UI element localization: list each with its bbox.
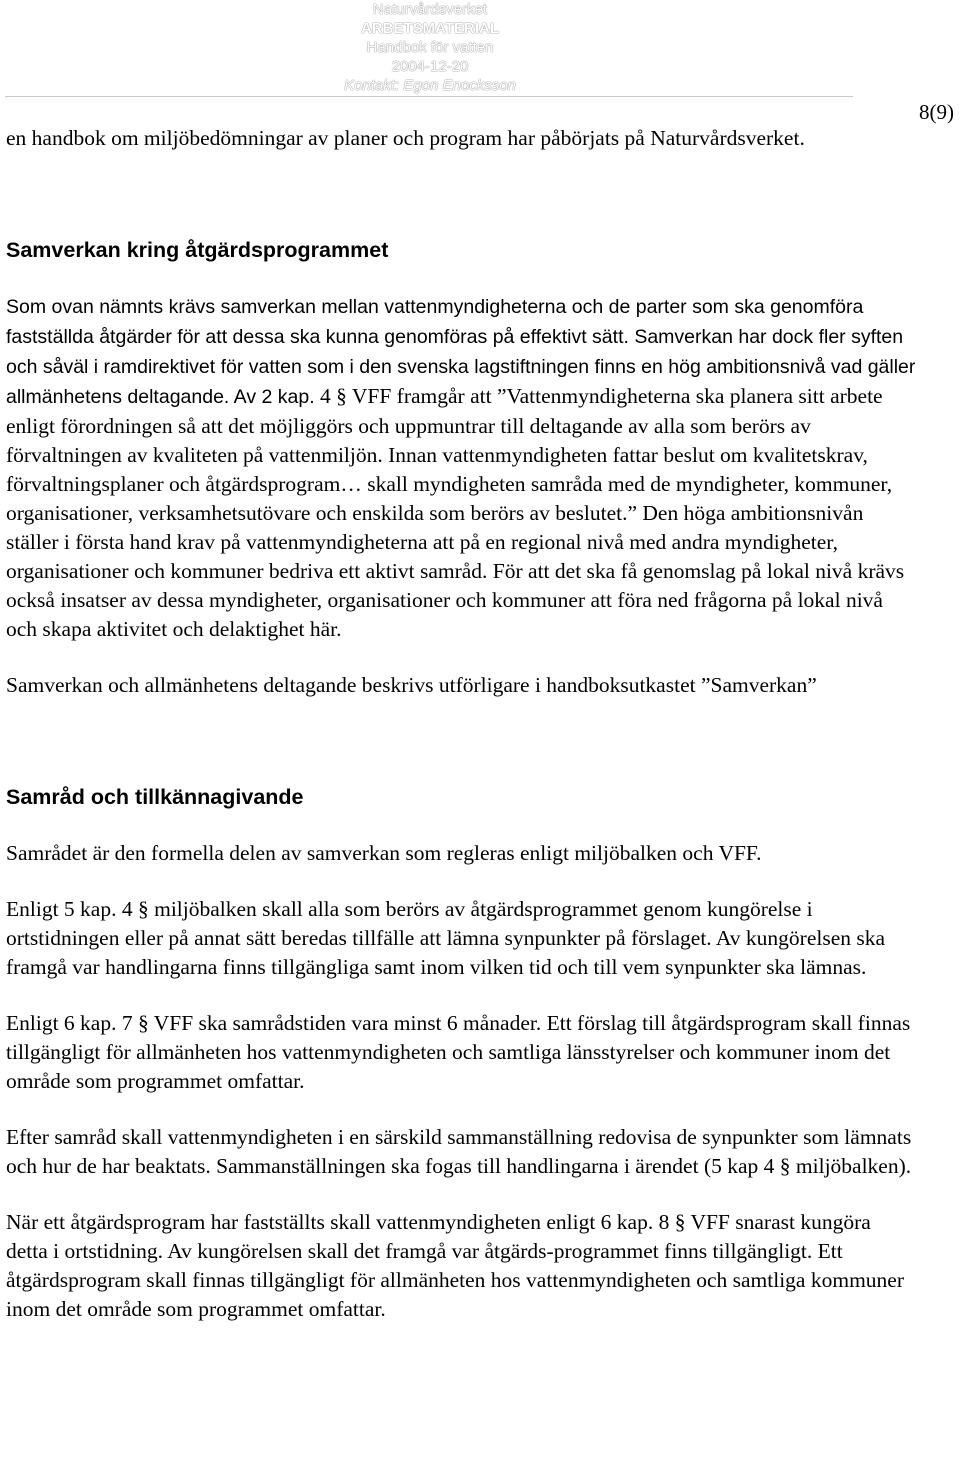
header-contact: Kontakt: Egon Enocksson [344,77,516,94]
spacer [6,700,916,783]
section-heading-samrad: Samråd och tillkännagivande [6,785,304,809]
samrad-paragraph-2: Enligt 5 kap. 4 § miljöbalken skall alla som berörs av åtgärdsprogrammet genom kungörelse i ortstidningen eller på annat sätt beredas tillfälle att lämna synpunkter på förslaget. Av kungörelsen ska framgå var handlingarna finns tillgängliga samt inom vilken tid och till vem synpunkter ska lämnas. [6,897,886,979]
samverkan-reference-paragraph: Samverkan och allmänhetens deltagande beskrivs utförligare i handboksutkastet ”Samverkan” [6,673,817,697]
document-body [6,124,916,1324]
samverkan-paragraph-serif-run: 4 § VFF framgår att ”Vattenmyndigheterna ska planera sitt arbete enligt förordningen så att det möjliggörs och uppmuntrar till deltagande av alla som berörs av förvaltningen av kvaliteten på vattenmiljön. Innan vattenmyndigheten fattar beslut om kvalitetskrav, förvaltningsplaner och åtgärdsprogram… skall myndigheten samråda med de myndigheter, kommuner, organisationer, verksamhetsutövare och enskilda som berörs av beslutet.” Den höga ambitionsnivån ställer i första hand krav på vattenmyndigheterna att på en regional nivå med andra myndigheter, organisationer och kommuner bedriva ett aktivt samråd. För att det ska få genomslag på lokal nivå krävs också insatser av dessa myndigheter, organisationer och kommuner att föra ned frågorna på lokal nivå och skapa aktivitet och delaktighet här. [6,384,905,641]
spacer [6,153,916,236]
spacer [6,982,916,1009]
spacer [6,812,916,839]
samverkan-paragraph [6,292,916,644]
header-date: 2004-12-20 [391,58,469,75]
samrad-paragraph-4: Efter samråd skall vattenmyndigheten i en särskild sammanställning redovisa de synpunkter som lämnats och hur de har beaktats. Sammanställningen ska fogas till handlingarna i ärendet (5 kap 4 § miljöbalken). [6,1125,912,1178]
spacer [6,868,916,895]
page-header [0,0,860,95]
samrad-paragraph-3: Enligt 6 kap. 7 § VFF ska samrådstiden vara minst 6 månader. Ett förslag till åtgärdsprogram skall finnas tillgängligt för allmänheten hos vattenmyndigheten och samtliga länsstyrelser och kommuner inom det område som programmet omfattar. [6,1011,911,1093]
spacer [6,265,916,292]
page-number: 8(9) [919,100,954,124]
samrad-paragraph-5: När ett åtgärdsprogram har fastställts skall vattenmyndigheten enligt 6 kap. 8 § VFF snarast kungöra detta i ortstidning. Av kungörelsen skall det framgå var åtgärds-programmet finns tillgängligt. Ett åtgärdsprogram skall finnas tillgängligt för allmänheten hos vattenmyndigheten och samtliga kommuner inom det område som programmet omfattar. [6,1210,905,1321]
spacer [6,644,916,671]
header-document-title: Handbok för vatten [366,39,494,56]
spacer [6,1096,916,1123]
header-divider [5,96,853,97]
header-organisation: Naturvårdsverket [372,1,488,18]
header-status: ARBETSMATERIAL [360,20,500,37]
samrad-paragraph-1: Samrådet är den formella delen av samverkan som regleras enligt miljöbalken och VFF. [6,841,762,865]
section-heading-samverkan: Samverkan kring åtgärdsprogrammet [6,238,389,262]
spacer [6,1181,916,1208]
samverkan-paragraph-sans-run: Som ovan nämnts krävs samverkan mellan vattenmyndigheterna och de parter som ska genomföra fastställda åtgärder för att dessa ska kunna genomföras på effektivt sätt. Samverkan har dock fler syften och såväl i ramdirektivet för vatten som i den svenska lagstiftningen finns en hög ambitionsnivå vad gäller allmänhetens deltagande. Av 2 kap. [6,296,916,408]
intro-paragraph: en handbok om miljöbedömningar av planer och program har påbörjats på Naturvårdsverket. [6,126,805,150]
